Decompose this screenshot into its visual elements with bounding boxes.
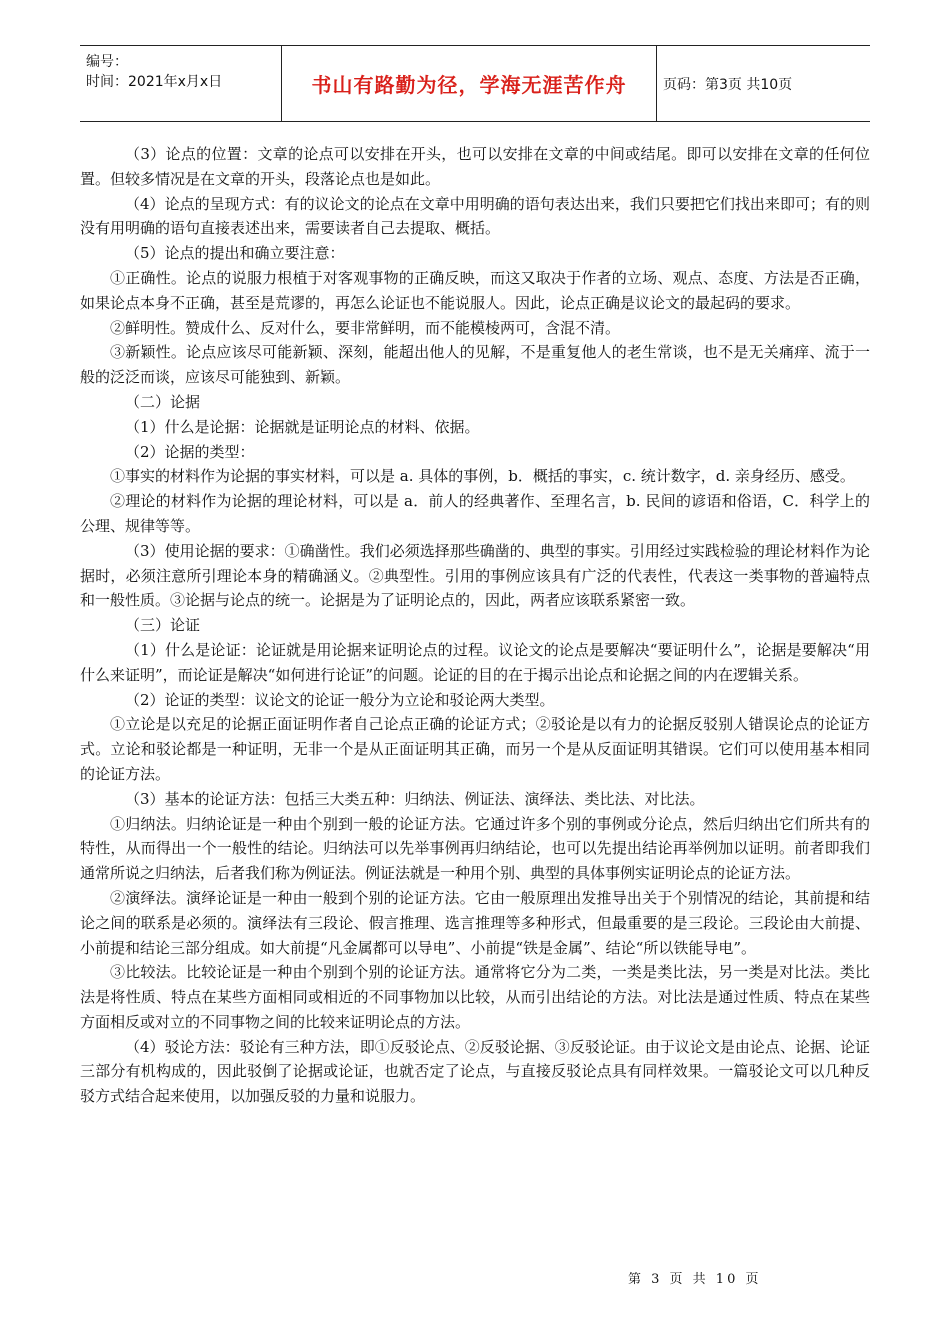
paragraph: ③比较法。比较论证是一种由个别到个别的论证方法。通常将它分为二类，一类是类比法，另一类是对比法。类比法是将性质、特点在某些方面相同或相近的不同事物加以比较，从而引出结论的方法。对比法是通过性质、特点在某些方面相反或对立的不同事物之间的比较来证明论点的方法。 <box>80 963 870 1031</box>
paragraph: ②演绎法。演绎论证是一种由一般到个别的论证方法。它由一般原理出发推导出关于个别情况的结论，其前提和结论之间的联系是必须的。演绎法有三段论、假言推理、选言推理等多种形式，但最重要的是三段论。三段论由大前提、小前提和结论三部分组成。如大前提“凡金属都可以导电”、小前提“铁是金属”、结论“所以铁能导电”。 <box>80 888 870 957</box>
paragraph: （3）使用论据的要求：①确凿性。我们必须选择那些确凿的、典型的事实。引用经过实践检验的理论材料作为论据时，必须注意所引理论本身的精确涵义。②典型性。引用的事例应该具有广泛的代表性，代表这一类事物的普遍特点和一般性质。③论据与论点的统一。论据是为了证明论点的，因此，两者应该联系紧密一致。 <box>80 541 870 610</box>
page-header <box>80 45 870 122</box>
document-body <box>80 142 870 1109</box>
paragraph: ①归纳法。归纳论证是一种由个别到一般的论证方法。它通过许多个别的事例或分论点，然后归纳出它们所共有的特性，从而得出一个一般性的结论。归纳法可以先举事例再归纳结论，也可以先提出结论再举例加以证明。前者即我们通常所说之归纳法，后者我们称为例证法。例证法就是一种用个别、典型的具体事例实证明论点的论证方法。 <box>80 814 870 883</box>
paragraph: ②理论的材料作为论据的理论材料，可以是 a．前人的经典著作、至理名言，b. 民间的谚语和俗语，C．科学上的公理、规律等等。 <box>80 492 870 535</box>
paragraph: ①事实的材料作为论据的事实材料，可以是 a. 具体的事例，b．概括的事实，c. 统计数字，d. 亲身经历、感受。 <box>110 467 855 486</box>
section-heading: （三）论证 <box>125 616 201 635</box>
header-divider <box>656 46 657 121</box>
paragraph: ②鲜明性。赞成什么、反对什么，要非常鲜明，而不能模棱两可，含混不清。 <box>110 318 621 337</box>
paragraph: ①正确性。论点的说服力根植于对客观事物的正确反映，而这又取决于作者的立场、观点、态度、方法是否正确，如果论点本身不正确，甚至是荒谬的，再怎么论证也不能说服人。因此，论点正确是议论文的最起码的要求。 <box>80 268 870 312</box>
document-number-label: 编号： <box>86 54 128 70</box>
paragraph: （5）论点的提出和确立要注意： <box>125 244 345 263</box>
paragraph: （4）论点的呈现方式：有的议论文的论点在文章中用明确的语句表达出来，我们只要把它们找出来即可；有的则没有用明确的语句直接表述出来，需要读者自己去提取、概括。 <box>80 194 870 238</box>
page-footer: 第 3 页 共 10 页 <box>628 1272 762 1287</box>
header-motto: 书山有路勤为径，学海无涯苦作舟 <box>311 73 627 97</box>
paragraph: ①立论是以充足的论据正面证明作者自己论点正确的论证方式；②驳论是以有力的论据反驳别人错误论点的论证方式。立论和驳论都是一种证明，无非一个是从正面证明其正确，而另一个是从反面证明其错误。它们可以使用基本相同的论证方法。 <box>80 715 870 783</box>
paragraph: ③新颖性。论点应该尽可能新颖、深刻，能超出他人的见解，不是重复他人的老生常谈，也不是无关痛痒、流于一般的泛泛而谈，应该尽可能独到、新颖。 <box>80 343 870 387</box>
header-meta <box>86 52 276 92</box>
paragraph: （2）论证的类型：议论文的论证一般分为立论和驳论两大类型。 <box>125 690 555 709</box>
paragraph: （3）论点的位置：文章的论点可以安排在开头，也可以安排在文章的中间或结尾。即可以安排在文章的任何位置。但较多情况是在文章的开头，段落论点也是如此。 <box>80 145 870 188</box>
paragraph: （4）驳论方法：驳论有三种方法，即①反驳论点、②反驳论据、③反驳论证。由于议论文是由论点、论据、论证三部分有机构成的，因此驳倒了论据或论证，也就否定了论点，与直接反驳论点具有同样效果。一篇驳论文可以几种反驳方式结合起来使用，以加强反驳的力量和说服力。 <box>80 1037 870 1106</box>
document-time-label: 时间：2021年x月x日 <box>86 74 223 90</box>
header-page-info: 页码：第3页 共10页 <box>663 76 793 93</box>
header-divider <box>281 46 282 121</box>
paragraph: （3）基本的论证方法：包括三大类五种：归纳法、例证法、演绎法、类比法、对比法。 <box>125 789 705 808</box>
section-heading: （二）论据 <box>125 392 201 411</box>
paragraph: （1）什么是论证：论证就是用论据来证明论点的过程。议论文的论点是要解决“要证明什么”，论据是要解决“用什么来证明”，而论证是解决“如何进行论证”的问题。论证的目的在于揭示出论点和论据之间的内在逻辑关系。 <box>80 640 870 684</box>
paragraph: （2）论据的类型： <box>125 442 255 461</box>
paragraph: （1）什么是论据：论据就是证明论点的材料、依据。 <box>125 417 480 436</box>
